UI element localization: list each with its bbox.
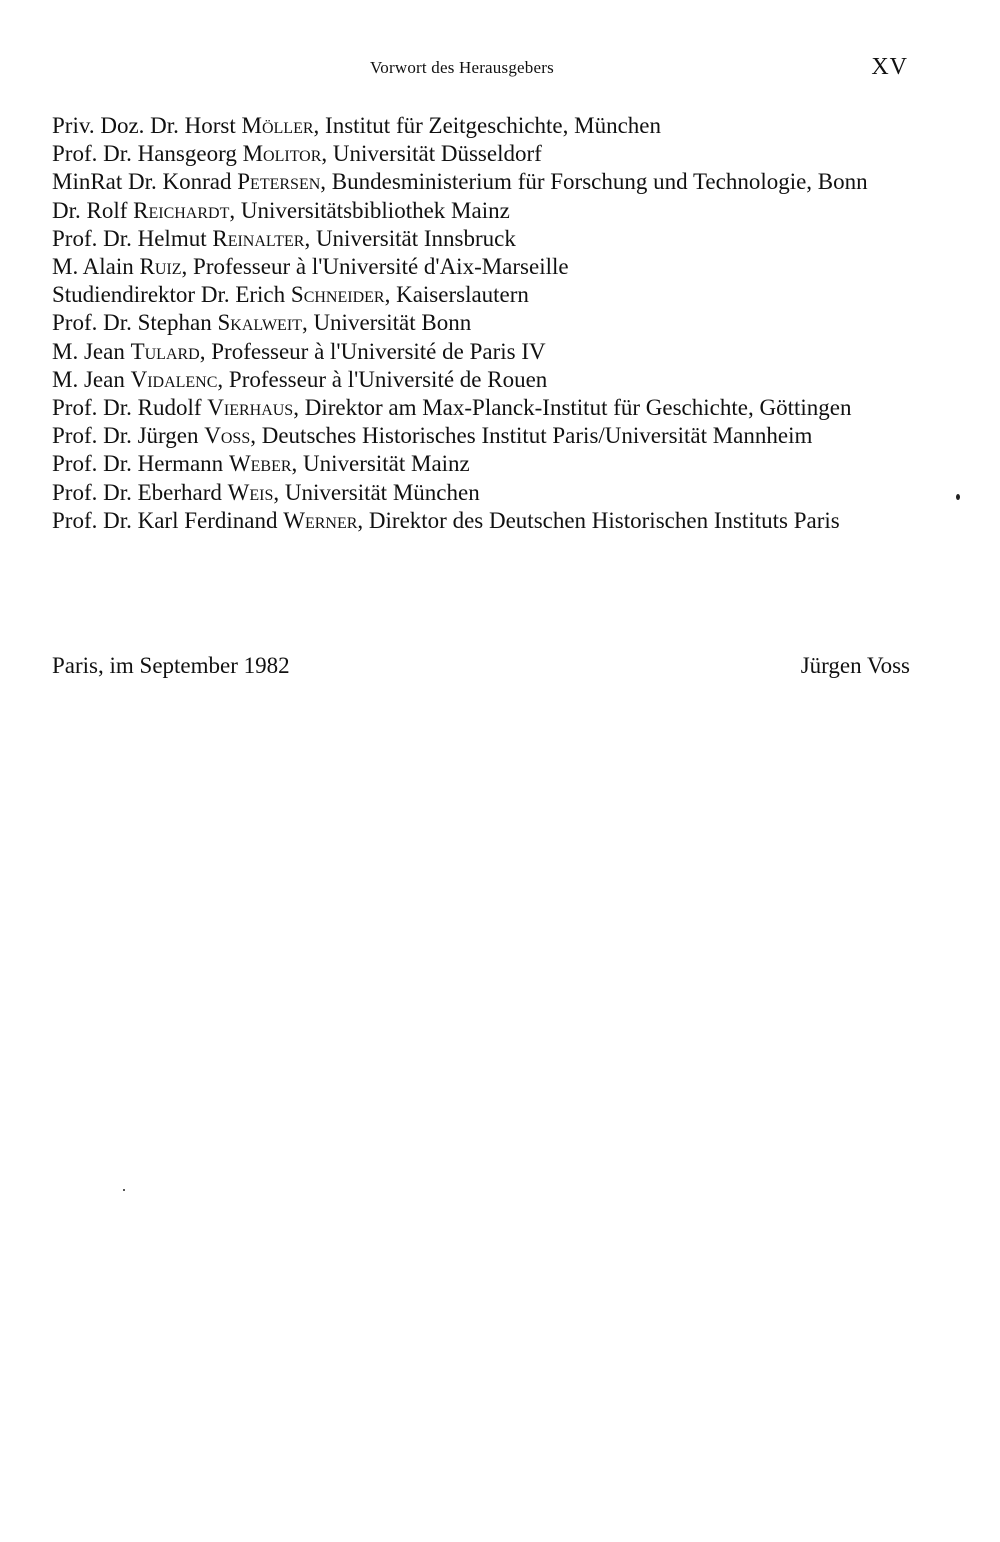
author-name: Jürgen Voss: [800, 653, 910, 678]
list-item: Dr. Rolf Reichardt, Universitätsbibliothek Mainz: [52, 197, 510, 223]
list-item: Prof. Dr. Jürgen Voss, Deutsches Historisches Institut Paris/Universität Mannheim: [52, 423, 813, 449]
surname: Reinalter: [212, 225, 305, 251]
surname: Ruiz: [139, 254, 182, 280]
surname: Möller: [241, 113, 314, 138]
list-item: Prof. Dr. Hansgeorg Molitor, Universität Düsseldorf: [52, 141, 542, 167]
surname: Reichardt: [133, 197, 230, 223]
list-item: Prof. Dr. Karl Ferdinand Werner, Direktor des Deutschen Historischen Instituts Paris: [52, 507, 840, 533]
list-item: Prof. Dr. Stephan Skalweit, Universität Bonn: [52, 310, 472, 336]
list-item: Priv. Doz. Dr. Horst Möller, Institut für Zeitgeschichte, München: [52, 113, 661, 138]
page-number: XV: [871, 54, 908, 80]
list-item: MinRat Dr. Konrad Petersen, Bundesministerium für Forschung und Technologie, Bonn: [52, 169, 868, 195]
running-head: Vorwort des Herausgebers: [370, 58, 554, 77]
surname: Vierhaus: [207, 395, 294, 421]
surname: Skalweit: [217, 310, 302, 336]
surname: Werner: [283, 507, 358, 533]
list-item: Prof. Dr. Helmut Reinalter, Universität Innsbruck: [52, 225, 516, 251]
surname: Weber: [228, 451, 292, 477]
scan-speck: [956, 494, 960, 500]
list-item: M. Alain Ruiz, Professeur à l'Université d'Aix-Marseille: [52, 254, 569, 280]
signature-line: [52, 652, 910, 680]
surname: Molitor: [242, 141, 322, 167]
place-date: Paris, im September 1982: [52, 653, 290, 678]
list-item: Studiendirektor Dr. Erich Schneider, Kaiserslautern: [52, 282, 529, 308]
surname: Petersen: [237, 169, 321, 195]
surname: Schneider: [290, 282, 385, 308]
scan-speck: [123, 1189, 125, 1191]
surname: Tulard: [130, 338, 200, 364]
list-item: M. Jean Vidalenc, Professeur à l'Université de Rouen: [52, 366, 548, 392]
contributor-list: [52, 112, 910, 535]
list-item: Prof. Dr. Eberhard Weis, Universität München: [52, 479, 480, 505]
surname: Weis: [227, 479, 274, 505]
list-item: M. Jean Tulard, Professeur à l'Université de Paris IV: [52, 338, 546, 364]
surname: Vidalenc: [130, 366, 218, 392]
list-item: Prof. Dr. Rudolf Vierhaus, Direktor am Max-Planck-Institut für Geschichte, Göttingen: [52, 395, 852, 421]
list-item: Prof. Dr. Hermann Weber, Universität Mainz: [52, 451, 470, 477]
surname: Voss: [204, 423, 251, 449]
